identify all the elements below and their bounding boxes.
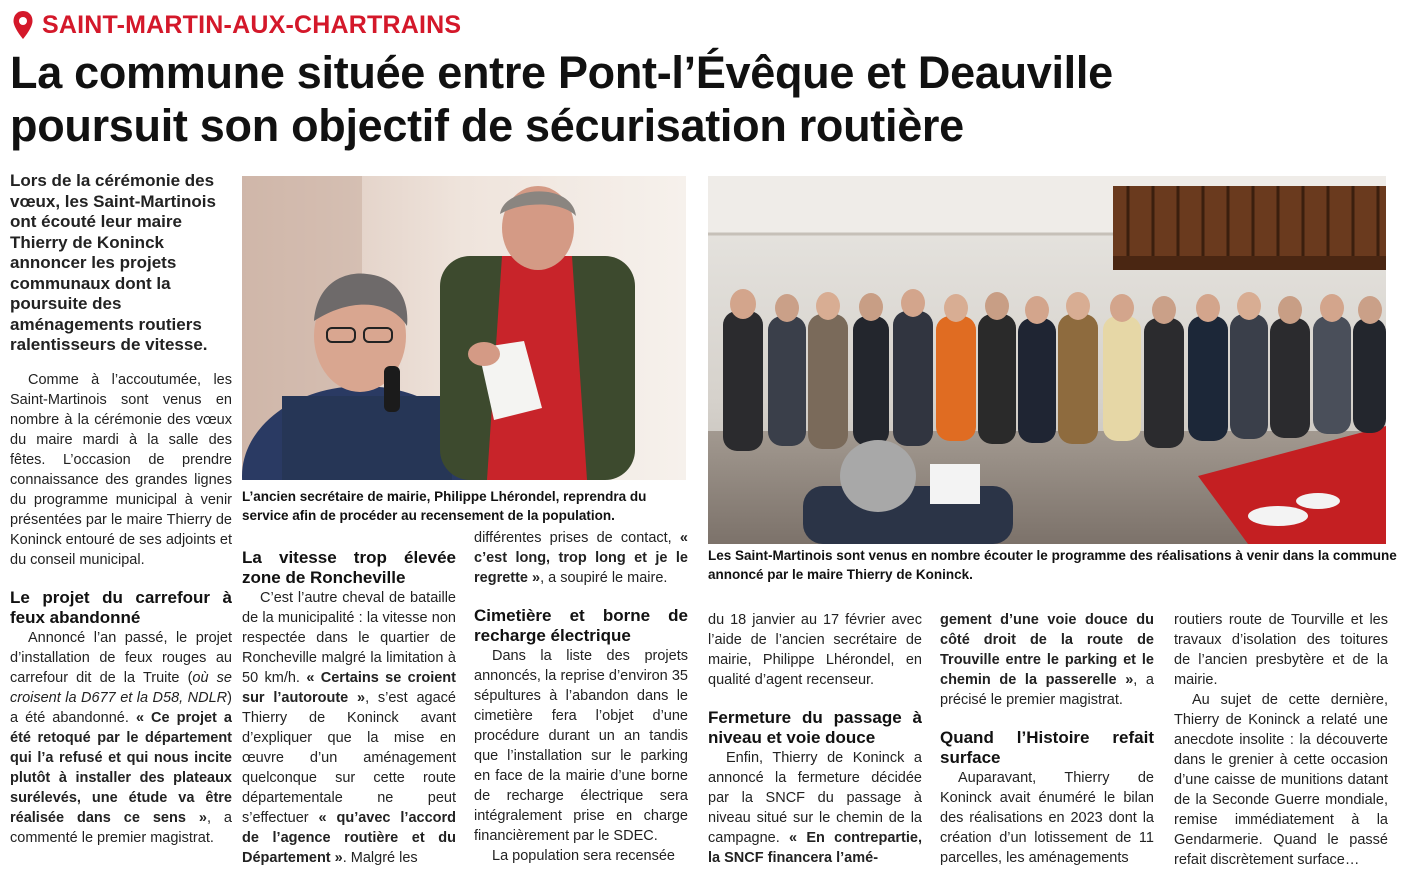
headline-line-2: poursuit son objectif de sécurisation routière [10,100,964,151]
photo-speaker [242,176,686,480]
col5-paragraph-1: Auparavant, Thierry de Koninck avait énuméré le bilan des réalisations en 2023 dont la création d’un lotissement de 11 parcelles, les aménagements [940,770,1154,866]
col5-paragraph-0: gement d’une voie douce du côté droit de la route de Trouville entre le parking et le chemin de la passerelle », a précisé le premier magistrat. [940,612,1154,708]
col4-subhead: Fermeture du passage à niveau et voie douce [708,708,922,747]
column-3 [474,528,688,866]
col4-paragraph-0: du 18 janvier au 17 février avec l’aide de l’ancien secrétaire de mairie, Philippe Lhérondel, en qualité d’agent recenseur. [708,612,922,688]
col1-subhead: Le projet du carrefour à feux abandonné [10,588,232,627]
col3-paragraph-2: La population sera recensée [492,848,675,864]
column-6 [1174,610,1388,870]
col2-paragraph-1: C’est l’autre cheval de bataille de la municipalité : la vitesse non respectée dans le quartier de Roncheville malgré la limitation à 50 km/h. « Certains se croient sur l’autoroute », s’est agacé Thierry de Koninck avant d’expliquer que la mise en œuvre d’un aménagement quelconque sur cette route départementale ne peut s’effectuer « qu’avec l’accord de l’agence routière et du Département ». Malgré les [242,590,456,866]
lede: Lors de la cérémonie des vœux, les Saint-Martinois ont écouté leur maire Thierry de Koninck annoncer les projets communaux dont la poursuite des aménagements routiers ralentisseurs de vitesse. [10,171,216,354]
col3-paragraph-0: différentes prises de contact, « c’est long, trop long et je le regrette », a soupiré le maire. [474,530,688,586]
kicker-location: SAINT-MARTIN-AUX-CHARTRAINS [42,10,462,39]
col1-paragraph-1: Comme à l’accoutumée, les Saint-Martinois sont venus en nombre à la cérémonie des vœux du maire mardi à la salle des fêtes. L’occasion de prendre connaissance des grandes lignes du programme municipal à venir présentées par le maire Thierry de Koninck entouré de ses adjoints et du conseil municipal. [10,372,232,568]
col3-subhead: Cimetière et borne de recharge électrique [474,606,688,645]
column-1 [10,370,232,848]
photo-audience-caption: Les Saint-Martinois sont venus en nombre écouter le programme des réalisations à venir dans la commune annoncé par le maire Thierry de Koninck. [708,548,1397,582]
col6-paragraph-0: routiers route de Tourville et les travaux d’isolation des toitures de l’ancien presbytère et de la mairie. [1174,612,1388,688]
photo-audience [708,176,1386,544]
column-5 [940,610,1154,868]
col1-paragraph-2: Annoncé l’an passé, le projet d’installation de feux rouges au carrefour dit de la Truite (où se croisent la D677 et la D58, NDLR) a été abandonné. « Ce projet a été retoqué par le département qui l’a refusé et qui nous incite plutôt à installer des plateaux surélevés, une étude va être réalisée dans ce sens », a commenté le premier magistrat. [10,630,232,846]
kicker [12,8,461,42]
column-4 [708,610,922,868]
photo-speaker-caption: L’ancien secrétaire de mairie, Philippe Lhérondel, reprendra du service afin de procéder au recensement de la population. [242,489,647,523]
headline [10,46,1410,152]
col4-paragraph-1: Enfin, Thierry de Koninck a annoncé la fermeture décidée par la SNCF du passage à niveau situé sur le chemin de la campagne. « En contrepartie, la SNCF financera l’amé- [708,750,922,866]
col5-subhead: Quand l’Histoire refait surface [940,728,1154,767]
col2-subhead: La vitesse trop élevée zone de Roncheville [242,548,456,587]
location-pin-icon [12,10,34,40]
col3-paragraph-1: Dans la liste des projets annoncés, la reprise d’environ 35 sépultures à l’abandon dans le cimetière fera l’objet d’une procédure durant un an tandis que l’installation sur le parking en face de la mairie d’une borne de recharge électrique sera intégralement prise en charge financièrement par le SDEC. [474,648,688,844]
col6-paragraph-1: Au sujet de cette dernière, Thierry de Koninck a relaté une anecdote insolite : la découverte dans le grenier à cette occasion d’une caisse de munitions datant de la Seconde Guerre mondiale, remise immédiatement à la Gendarmerie. Quand le passé refait discrètement surface… [1174,692,1388,868]
headline-line-1: La commune située entre Pont-l’Évêque et Deauville [10,47,1113,98]
column-2 [242,548,456,868]
